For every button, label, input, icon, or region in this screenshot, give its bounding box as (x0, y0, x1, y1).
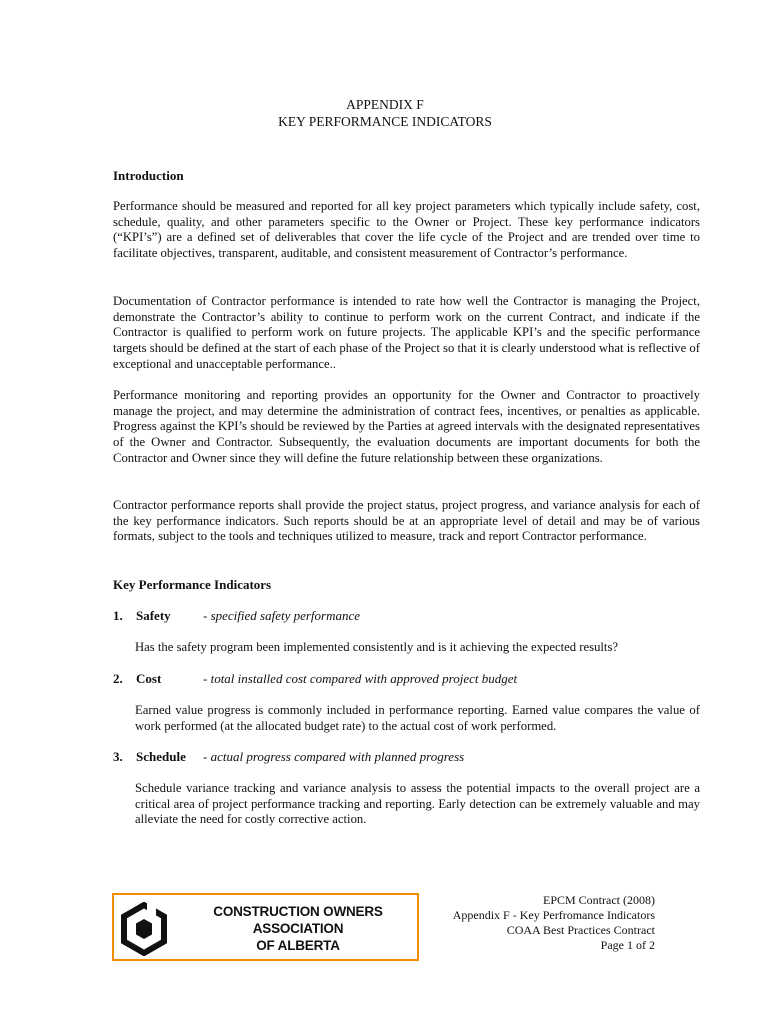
kpi-number: 1. (113, 608, 123, 623)
footer-series: COAA Best Practices Contract (506, 923, 655, 937)
coaa-hexagon-icon (119, 902, 169, 956)
logo-line-2: OF ALBERTA (256, 938, 340, 953)
logo-wordmark (178, 903, 418, 954)
kpi-body-schedule: Schedule variance tracking and variance analysis to assess the potential impacts to the overall project are a critical area of project performance tracking and reporting. Early detection can be extremely valuable and may alleviate the need for costly corrective action. (135, 781, 700, 827)
kpi-heading: Key Performance Indicators (113, 577, 272, 592)
intro-paragraph-4: Contractor performance reports shall provide the project status, project progress, and variance analysis for each of the key performance indicators. Such reports should be at an appropriate level of detail and may be of various formats, subject to the tools and techniques utilized to measure, track and report Contractor performance. (113, 498, 700, 544)
footer-info (453, 893, 655, 953)
kpi-body-safety: Has the safety program been implemented consistently and is it achieving the expected results? (135, 640, 619, 654)
footer-contract: EPCM Contract (2008) (543, 893, 655, 907)
document-title: KEY PERFORMANCE INDICATORS (278, 114, 492, 129)
intro-paragraph-1: Performance should be measured and reported for all key project parameters which typically include safety, cost, schedule, quality, and other parameters specific to the Owner or Project. These key performance indicators (“KPI’s”) are a defined set of deliverables that cover the life cycle of the Project and are trended over time to facilitate objectives, transparent, auditable, and consistent measurement of Contractor’s performance. (113, 199, 700, 261)
intro-paragraph-2: Documentation of Contractor performance is intended to rate how well the Contractor is managing the Project, demonstrate the Contractor’s ability to continue to perform work on the current Contract, and indicate if the Contractor is qualified to perform work on future projects. The applicable KPI’s and the specific performance targets should be defined at the start of each phase of the Project so that it is clearly understood what is reflective of exceptional and unacceptable performance.. (113, 294, 700, 371)
introduction-heading: Introduction (113, 168, 184, 183)
logo-line-1: CONSTRUCTION OWNERS ASSOCIATION (213, 904, 383, 936)
intro-paragraph-3: Performance monitoring and reporting provides an opportunity for the Owner and Contractor to proactively manage the project, and may determine the administration of contract fees, incentives, or penalties as applicable. Progress against the KPI’s should be reviewed by the Parties at agreed intervals with the designated representatives of the Owner and Contractor. Subsequently, the evaluation documents are important documents for both the Contractor and Owner since they will define the future relationship between these organizations. (113, 388, 700, 465)
kpi-body-cost: Earned value progress is commonly included in performance reporting. Earned value compares the value of work performed (at the allocated budget rate) to the actual cost of work performed. (135, 703, 700, 733)
kpi-name: Schedule (136, 749, 186, 764)
page-number: Page 1 of 2 (600, 938, 655, 952)
kpi-description: - total installed cost compared with approved project budget (203, 671, 518, 686)
kpi-number: 3. (113, 749, 123, 764)
kpi-description: - actual progress compared with planned progress (203, 749, 465, 764)
footer-appendix: Appendix F - Key Perfromance Indicators (452, 908, 655, 922)
kpi-number: 2. (113, 671, 123, 686)
kpi-name: Cost (136, 671, 162, 686)
appendix-label: APPENDIX F (346, 97, 424, 112)
coaa-logo (112, 893, 419, 961)
kpi-name: Safety (136, 608, 171, 623)
kpi-description: - specified safety performance (203, 608, 361, 623)
